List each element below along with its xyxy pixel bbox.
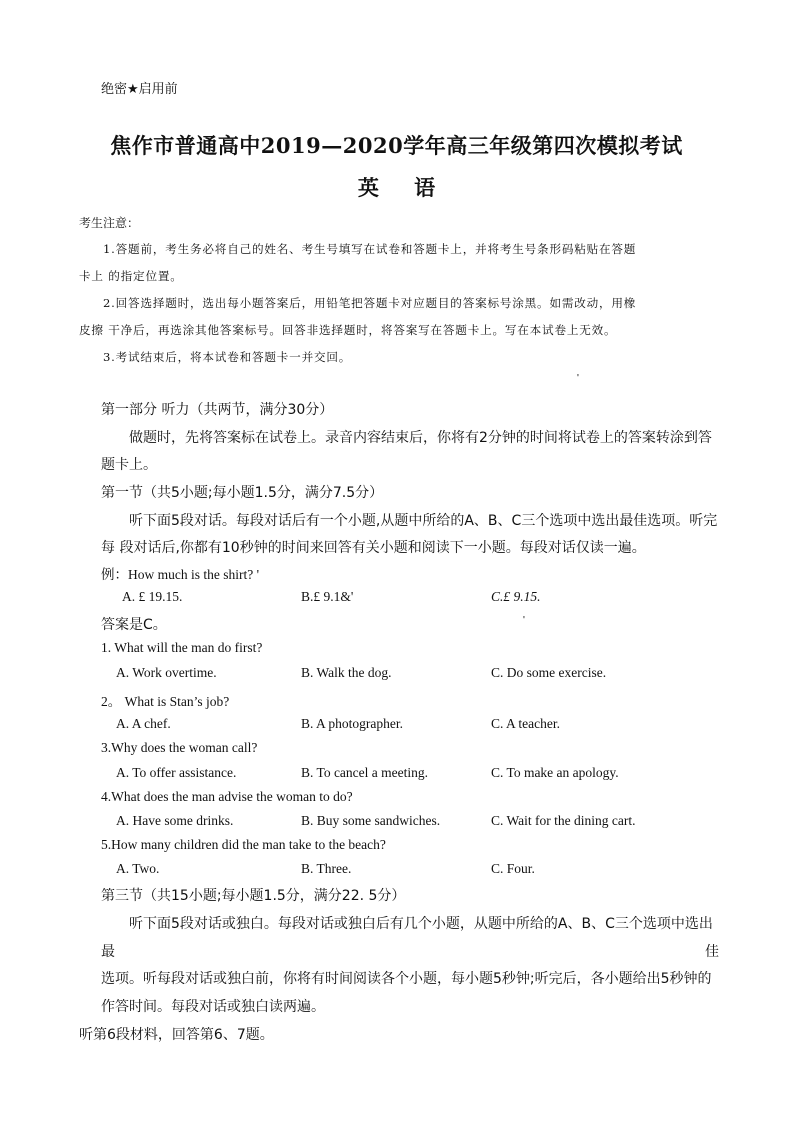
question-5-option-a: A. Two.	[116, 861, 160, 876]
question-4-option-b: B. Buy some sandwiches.	[301, 813, 441, 828]
question-3-option-a: A. To offer assistance.	[116, 765, 237, 780]
notice-item-1-line-1: 1.答题前，考生务必将自己的姓名、考生号填写在试卷和答题卡上，并将考生号条形码粘贴在答题	[103, 242, 637, 256]
question-1-option-c: C. Do some exercise.	[491, 665, 607, 680]
question-3-option-b: B. To cancel a meeting.	[301, 765, 429, 780]
question-2-option-a: A. A chef.	[116, 716, 171, 731]
section3-instruction-line-1: 听下面5段对话或独白。每段对话或独白后有几个小题，从题中所给的A、B、C三个选项中选出	[129, 916, 713, 932]
question-3: 3.Why does the woman call?	[101, 740, 258, 755]
question-2: 2。 What is Stan’s job?	[101, 694, 230, 709]
notice-item-2-line-2: 皮擦 干净后，再选涂其他答案标号。回答非选择题时，将答案写在答题卡上。写在本试卷上无效。	[79, 323, 617, 337]
part1-instruction-line-2: 题卡上。	[101, 457, 157, 473]
section3-heading: 第三节（共15小题;每小题1.5分，满分22. 5分）	[101, 888, 406, 904]
section1-instruction-line-1: 听下面5段对话。每段对话后有一个小题,从题中所给的A、B、C三个选项中选出最佳选项。听完	[129, 513, 718, 529]
question-4: 4.What does the man advise the woman to do?	[101, 789, 353, 804]
subject-title: 英 语	[357, 175, 450, 200]
example-question: 例：How much is the shirt? '	[101, 567, 260, 582]
notice-heading: 考生注意：	[79, 216, 140, 230]
question-1: 1. What will the man do first?	[101, 640, 263, 655]
question-5-option-b: B. Three.	[301, 861, 352, 876]
notice-item-2-line-1: 2.回答选择题时，选出每小题答案后，用铅笔把答题卡对应题目的答案标号涂黑。如需改动，用橡	[103, 296, 637, 310]
part1-heading: 第一部分 听力（共两节，满分30分）	[101, 402, 334, 418]
material-6-instruction: 听第6段材料，回答第6、7题。	[79, 1027, 274, 1043]
question-5: 5.How many children did the man take to the beach?	[101, 837, 386, 852]
example-option-c: C.£ 9.15.	[491, 589, 541, 604]
example-answer: 答案是C。	[101, 617, 167, 633]
section3-instruction-line-2-right: 佳	[705, 944, 719, 960]
question-1-option-a: A. Work overtime.	[116, 665, 217, 680]
notice-item-1-line-2: 卡上 的指定位置。	[79, 269, 183, 283]
question-4-option-a: A. Have some drinks.	[116, 813, 234, 828]
question-4-option-c: C. Wait for the dining cart.	[491, 813, 636, 828]
section3-instruction-line-3: 选项。听每段对话或独白前，你将有时间阅读各个小题，每小题5秒钟;听完后，各小题给出5秒钟的	[101, 971, 712, 987]
section1-heading: 第一节（共5小题;每小题1.5分，满分7.5分）	[101, 485, 384, 501]
section3-instruction-line-4: 作答时间。每段对话或独白读两遍。	[101, 999, 325, 1015]
stray-mark: '	[577, 373, 579, 384]
question-2-option-b: B. A photographer.	[301, 716, 403, 731]
section3-instruction-line-2-left: 最	[101, 944, 115, 960]
part1-instruction-line-1: 做题时，先将答案标在试卷上。录音内容结束后，你将有2分钟的时间将试卷上的答案转涂到答	[129, 430, 712, 446]
question-1-option-b: B. Walk the dog.	[301, 665, 392, 680]
section1-instruction-line-2: 每 段对话后,你都有10秒钟的时间来回答有关小题和阅读下一小题。每段对话仅读一遍。	[101, 540, 646, 556]
confidential-label: 绝密★启用前	[101, 82, 178, 97]
stray-mark-2: '	[523, 615, 525, 626]
notice-item-3: 3.考试结束后，将本试卷和答题卡一并交回。	[103, 350, 352, 364]
question-2-option-c: C. A teacher.	[491, 716, 560, 731]
exam-title: 焦作市普通高中2019—2020学年高三年级第四次模拟考试	[110, 133, 683, 158]
example-option-a: A. £ 19.15.	[122, 589, 183, 604]
example-option-b: B.£ 9.1&'	[301, 589, 354, 604]
question-3-option-c: C. To make an apology.	[491, 765, 619, 780]
question-5-option-c: C. Four.	[491, 861, 535, 876]
